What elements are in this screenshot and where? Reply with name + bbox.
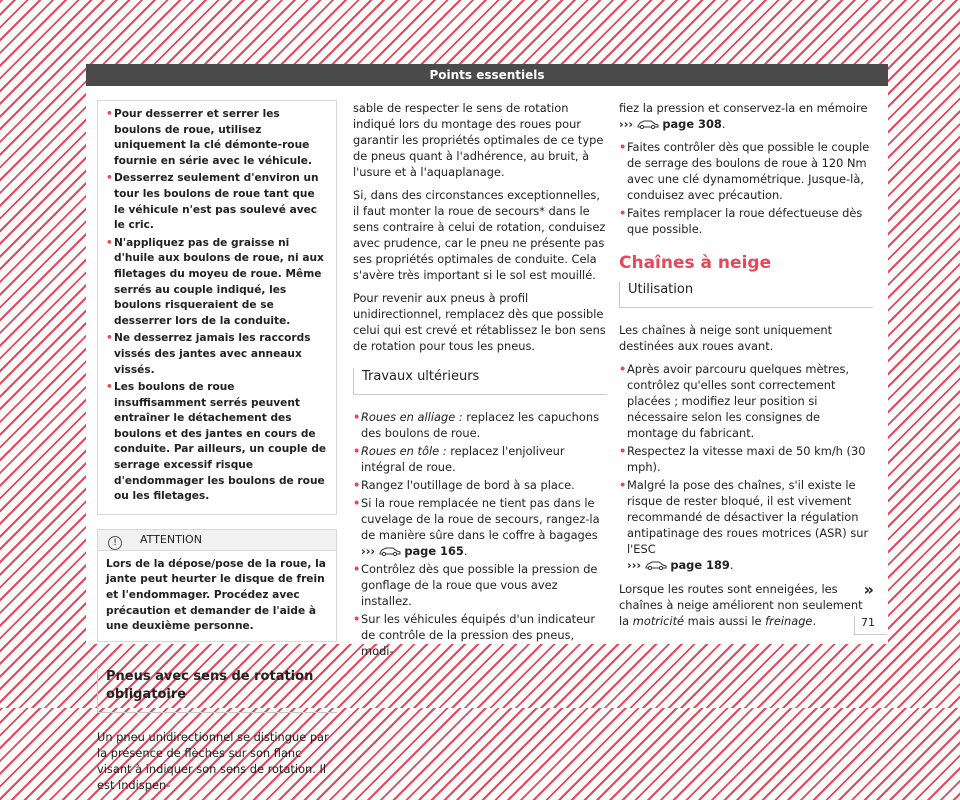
page-header: Points essentiels bbox=[86, 64, 888, 86]
page-number: 71 bbox=[854, 616, 887, 635]
column-3 bbox=[619, 100, 873, 636]
list-item: • Les boulons de roue insuffisamment serrés peuvent entraîner le détachement des boulons et des jantes en cours de conduite. Par ailleurs, un couple de serrage excessif risque d'endommager les boulons de roue ou les filetages. bbox=[106, 381, 327, 503]
manual-page bbox=[86, 64, 888, 792]
paragraph: Un pneu unidirectionnel se distingue par la présence de flèches sur son flanc visant à indiquer son sens de rotation. Il est indispen- bbox=[97, 729, 329, 792]
section-title-directional-tyres: Pneus avec sens de rotation obligatoire bbox=[97, 668, 337, 713]
paragraph: sable de respecter le sens de rotation indiqué lors du montage des roues pour garantir les propriétés optimales de ce type de pneus quant à l'adhérence, au bruit, à l'usure et à l'aquaplanage. bbox=[353, 101, 604, 179]
page-reference-link[interactable]: page 308 bbox=[662, 117, 722, 131]
warning-continuation-box bbox=[97, 100, 337, 515]
list-item: • Respectez la vitesse maxi de 50 km/h (30 mph). bbox=[619, 444, 866, 474]
car-reference-icon bbox=[379, 546, 401, 556]
reference-arrows: ››› bbox=[627, 558, 642, 572]
car-reference-icon bbox=[645, 560, 667, 570]
page-reference-link[interactable]: page 165 bbox=[404, 544, 464, 558]
caution-icon: ! bbox=[108, 536, 122, 550]
list-item: • Ne desserrez jamais les raccords vissés des jantes avec anneaux vissés. bbox=[106, 332, 311, 376]
paragraph: Si, dans des circonstances exceptionnelles, il faut monter la roue de secours* dans le sens contraire à celui de rotation, conduisez avec prudence, car le pneu ne présente pas ses propriétés optimales de conduite. Cela s'avère très important si le sol est mouillé. bbox=[353, 188, 606, 282]
paragraph: Pour revenir aux pneus à profil unidirectionnel, remplacez dès que possible celui qui est crevé et rétablissez le bon sens de rotation pour tous les pneus. bbox=[353, 291, 606, 353]
section-title-follow-up: Travaux ultérieurs bbox=[353, 368, 607, 395]
attention-text: Lors de la dépose/pose de la roue, la jante peut heurter le disque de frein et l'endommager. Procédez avec précaution et demander de l'aide à une deuxième personne. bbox=[106, 557, 326, 633]
list-item: • Pour desserrer et serrer les boulons de roue, utilisez uniquement la clé démonte-roue fournie en série avec le véhicule. bbox=[106, 108, 312, 167]
list-item: • Roues en alliage : replacez les capuchons des boulons de roue. bbox=[353, 410, 600, 440]
paragraph: Lorsque les routes sont enneigées, les chaînes à neige améliorent non seulement la motricité mais aussi le freinage. bbox=[619, 582, 863, 628]
list-item: • Roues en tôle : replacez l'enjoliveur intégral de roue. bbox=[353, 444, 565, 474]
list-item: • Après avoir parcouru quelques mètres, contrôlez qu'elles sont correctement placées ; modifiez leur position si nécessaire selon les consignes de montage du fabricant. bbox=[619, 362, 849, 440]
car-reference-icon bbox=[637, 119, 659, 129]
paragraph: fiez la pression et conservez-la en mémoire ››› page 308. bbox=[619, 101, 868, 131]
reference-arrows: ››› bbox=[361, 544, 376, 558]
list-item: • Contrôlez dès que possible la pression de gonflage de la roue que vous avez installez. bbox=[353, 562, 598, 608]
list-item: • Rangez l'outillage de bord à sa place. bbox=[353, 478, 575, 492]
attention-box bbox=[97, 529, 337, 642]
list-item: • Faites contrôler dès que possible le couple de serrage des boulons de roue à 120 Nm avec une clé dynamométrique. Jusque-là, conduisez avec précaution. bbox=[619, 140, 870, 202]
list-item: • Malgré la pose des chaînes, s'il existe le risque de rester bloqué, il est vivement recommandé de désactiver la régulation antipatinage des roues motrices (ASR) sur l'ESC ››› page 189. bbox=[619, 478, 869, 572]
list-item: • Desserrez seulement d'environ un tour les boulons de roue tant que le véhicule n'est pas soulevé avec le cric. bbox=[106, 172, 319, 232]
list-item: • Si la roue remplacée ne tient pas dans le cuvelage de la roue de secours, rangez-la de manière sûre dans le coffre à bagages ››› page 165. bbox=[353, 496, 600, 558]
paragraph: Les chaînes à neige sont uniquement destinées aux roues avant. bbox=[619, 323, 833, 353]
list-item: • N'appliquez pas de graisse ni d'huile aux boulons de roue, ni aux filetages du moyeu de roue. Même serrés au couple indiqué, les boulons risqueraient de se desserrer lors de la conduite. bbox=[106, 236, 324, 327]
attention-header: ! ATTENTION bbox=[98, 530, 336, 551]
column-1 bbox=[97, 100, 337, 800]
page-reference-link[interactable]: page 189 bbox=[670, 558, 730, 572]
reference-arrows: ››› bbox=[619, 117, 634, 131]
continued-arrow-icon: » bbox=[863, 580, 874, 599]
section-title-usage: Utilisation bbox=[619, 281, 873, 308]
column-2 bbox=[353, 100, 607, 661]
list-item: • Faites remplacer la roue défectueuse dès que possible. bbox=[619, 206, 863, 236]
list-item: • Sur les véhicules équipés d'un indicateur de contrôle de la pression des pneus, modi- bbox=[353, 612, 596, 658]
chapter-title-snow-chains: Chaînes à neige bbox=[619, 253, 772, 273]
